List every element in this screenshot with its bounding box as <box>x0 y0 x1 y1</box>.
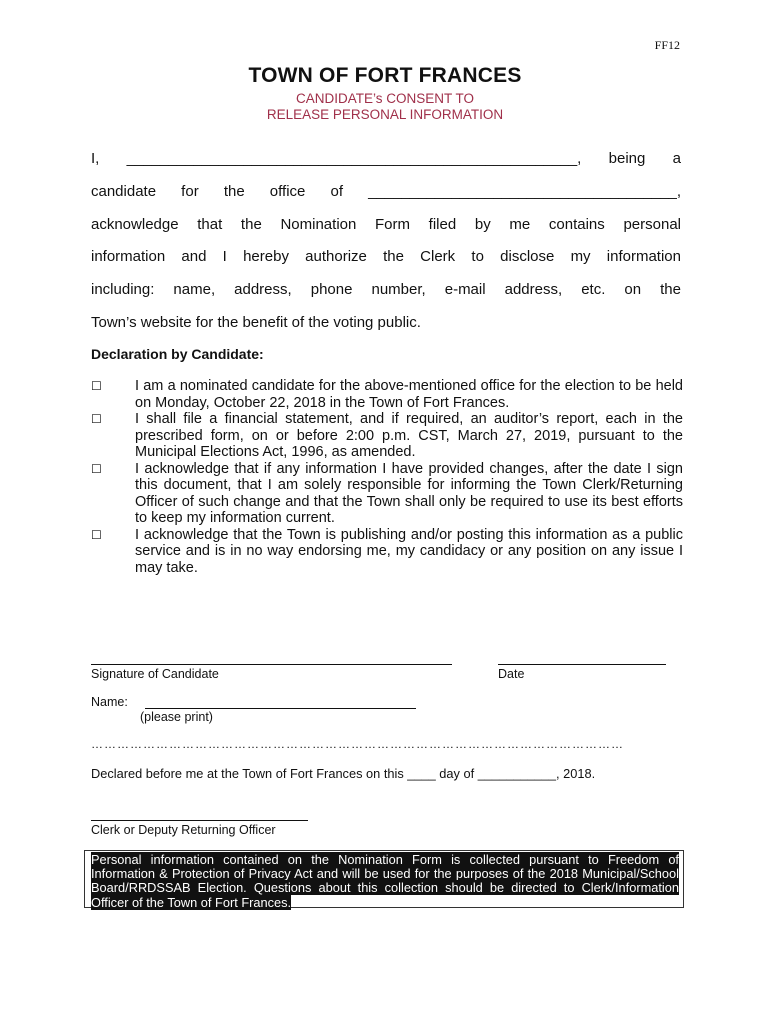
declaration-item <box>91 527 683 577</box>
name-label: Name: <box>91 695 128 709</box>
checkbox-icon[interactable]: ☐ <box>91 527 102 542</box>
consent-line-5: including: name, address, phone number, e-mail address, etc. on the <box>91 281 681 298</box>
checkbox-icon[interactable]: ☐ <box>91 379 102 393</box>
declaration-list <box>91 378 683 576</box>
date-line[interactable] <box>498 664 666 665</box>
consent-line-1 <box>91 150 681 167</box>
declaration-item <box>91 411 683 461</box>
declaration-text: I acknowledge that the Town is publishing and/or posting this information as a public service and is in no way endorsing me, my candidacy or any position on any issue I may take. <box>135 526 683 576</box>
subtitle-line-1: CANDIDATE’s CONSENT TO <box>295 91 475 106</box>
declaration-text: I am a nominated candidate for the above-mentioned office for the election to be held on Monday, October 22, 2018 in the Town of Fort Frances. <box>135 378 683 411</box>
consent-line-2-end: , <box>676 183 682 200</box>
privacy-notice-box <box>84 850 684 908</box>
form-code: FF12 <box>654 38 680 52</box>
clerk-label: Clerk or Deputy Returning Officer <box>91 823 276 837</box>
checkbox-icon[interactable]: ☐ <box>91 412 102 426</box>
consent-line-3: acknowledge that the Nomination Form filed by me contains personal <box>91 216 681 233</box>
clerk-signature-line[interactable] <box>91 820 308 821</box>
office-blank: _____________________________________ <box>368 183 677 200</box>
declaration-heading: Declaration by Candidate: <box>91 346 264 362</box>
name-line[interactable] <box>145 708 416 709</box>
declaration-text: I acknowledge that if any information I have provided changes, after the date I sign this document, that I am solely responsible for informing the Town Clerk/Returning Officer of such change and that the Town shall only be required to use its best efforts to keep my information current. <box>135 460 683 526</box>
consent-line-2-start: candidate for the office of <box>91 183 344 200</box>
privacy-notice-text: Personal information contained on the Nomination Form is collected pursuant to Freedom of Information & Protection of Privacy Act and will be used for the purposes of the 2018 Municipal/School Board/RRDSSAB Election. Questions about this collection should be directed to Clerk/Information Officer of the Town of Fort Frances. <box>91 852 679 910</box>
consent-line-1-end: , being a <box>577 150 682 167</box>
please-print-note: (please print) <box>140 710 213 724</box>
consent-line-4: information and I hereby authorize the Clerk to disclose my information <box>91 248 681 265</box>
declared-before-text: Declared before me at the Town of Fort Frances on this ____ day of ___________, 2018. <box>91 766 596 781</box>
consent-line-6: Town’s website for the benefit of the voting public. <box>91 314 421 331</box>
consent-line-1-start: I, <box>91 150 100 167</box>
signature-label: Signature of Candidate <box>91 667 219 681</box>
dotted-separator: …………………………………………………………………………………………………………… <box>91 737 624 751</box>
signature-line[interactable] <box>91 664 452 665</box>
date-label: Date <box>498 667 525 681</box>
declaration-item <box>91 461 683 527</box>
declaration-text: I shall file a financial statement, and if required, an auditor’s report, each in the prescribed form, on or before 2:00 p.m. CST, March 27, 2019, pursuant to the Municipal Elections Act, 1996, as amended. <box>135 411 683 460</box>
declaration-item <box>91 378 683 411</box>
subtitle-line-2: RELEASE PERSONAL INFORMATION <box>266 107 504 122</box>
page-title: TOWN OF FORT FRANCES <box>248 64 522 87</box>
candidate-name-blank: ______________________________________________________ <box>126 150 578 167</box>
checkbox-icon[interactable]: ☐ <box>91 461 102 476</box>
consent-line-2 <box>91 183 681 200</box>
